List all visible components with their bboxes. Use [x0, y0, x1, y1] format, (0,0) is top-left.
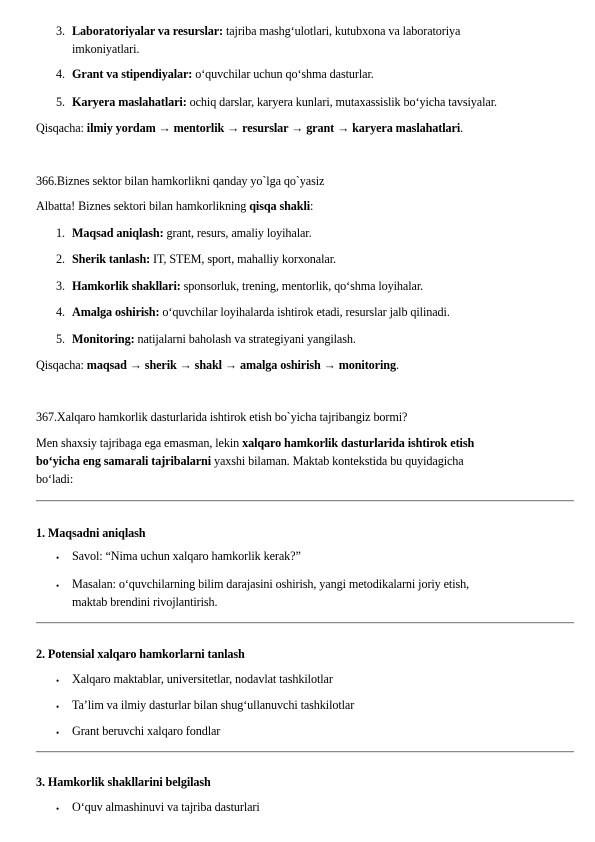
item-label: Monitoring:: [72, 332, 135, 346]
summary-line: Qisqacha: ilmiy yordam → mentorlik → resurslar → grant → karyera maslahatlari.: [36, 121, 464, 135]
bullet-item-continuation: maktab brendini rivojlantirish.: [72, 595, 218, 609]
bullet-icon: •: [56, 676, 60, 686]
item-label: Grant va stipendiyalar:: [72, 67, 193, 81]
item-label: Laboratoriyalar va resurslar:: [72, 24, 224, 38]
document-page: 3. Laboratoriyalar va resurslar: tajriba mashg‘ulotlari, kutubxona va laboratoriya imkoniyatlari. 4. Grant va stipendiyalar: o‘quvchilar uchun qo‘shma dasturlar. 5. Karyera maslahatlari: ochiq darslar, karyera kunlari, mutaxassislik bo‘yicha tavsiyalar. Qisqacha: ilmiy yordam → mentorlik → resurslar → grant → karyera maslahatlari. 366.Biznes sektor bilan hamkorlikni qanday yo`lga qo`yasiz Albatta! Biznes sektori bilan hamkorlikning qisqa shakli: 1. Maqsad aniqlash: grant, resurs, amaliy loyihalar. 2. Sherik tanlash: IT, STEM, sport, mahalliy korxonalar. 3. Hamkorlik shakllari: sponsorluk, trening, mentorlik, qo‘shma loyihalar. 4. Amalga oshirish: o‘quvchilar loyihalarda ishtirok etadi, resurslar jalb qilinadi. 5. Monitoring: natijalarni baholash va strategiyani yangilash. Qisqacha: maqsad → sherik → shakl → amalga oshirish → monitoring. 367.Xalqaro hamkorlik dasturlarida ishtirok etish bo`yicha tajribangiz bormi? Men shaxsiy tajribaga ega emasman, lekin xalqaro hamkorlik dasturlarida ishtirok etish bo‘yicha eng samarali tajribalarni yaxshi bilaman. Maktab kontekstida bu quyidagicha bo‘ladi: 1. Maqsadni aniqlash • Savol: “Nima uchun xalqaro hamkorlik kerak?” • Masalan: o‘quvchilarning bilim darajasini oshirish, yangi metodikalarni joriy etish, maktab brendini rivojlantirish. 2. Potensial xalqaro hamkorlarni tanlash • Xalqaro maktablar, universitetlar, nodavlat tashkilotlar • Ta’lim va ilmiy dasturlar bilan shug‘ullanuvchi tashkilotlar • Grant beruvchi xalqaro fondlar 3. Hamkorlik shakllarini belgilash • O‘quv almashinuvi va tajriba dasturlari: [0, 0, 595, 842]
item-text: natijalarni baholash va strategiyani yangilash.: [134, 332, 356, 346]
item-continuation: imkoniyatlari.: [72, 42, 140, 56]
item-text: grant, resurs, amaliy loyihalar.: [163, 226, 312, 240]
divider: [36, 622, 574, 624]
item-text: ochiq darslar, karyera kunlari, mutaxassislik bo‘yicha tavsiyalar.: [186, 95, 497, 109]
question-366: 366.Biznes sektor bilan hamkorlikni qanday yo`lga qo`yasiz: [36, 174, 325, 188]
item-text: o‘quvchilar loyihalarda ishtirok etadi, resurslar jalb qilinadi.: [159, 305, 450, 319]
bullet-icon: •: [56, 702, 60, 712]
item-label: Amalga oshirish:: [72, 305, 160, 319]
summary-chain: ilmiy yordam → mentorlik → resurslar → grant → karyera maslahatlari: [86, 121, 461, 135]
item-label: Maqsad aniqlash:: [72, 226, 164, 240]
bullet-item: Savol: “Nima uchun xalqaro hamkorlik kerak?”: [72, 549, 301, 563]
bullet-icon: •: [56, 728, 60, 738]
item-label: Karyera maslahatlari:: [72, 95, 187, 109]
paragraph-line: Men shaxsiy tajribaga ega emasman, lekin xalqaro hamkorlik dasturlarida ishtirok etish: [36, 436, 475, 450]
bullet-item: Ta’lim va ilmiy dasturlar bilan shug‘ullanuvchi tashkilotlar: [72, 698, 355, 712]
summary-chain: maqsad → sherik → shakl → amalga oshirish → monitoring: [86, 358, 396, 372]
section-heading: 3. Hamkorlik shakllarini belgilash: [36, 775, 211, 789]
bullet-item: Grant beruvchi xalqaro fondlar: [72, 724, 221, 738]
divider: [36, 751, 574, 753]
section-heading: 2. Potensial xalqaro hamkorlarni tanlash: [36, 647, 245, 661]
item-text: IT, STEM, sport, mahalliy korxonalar.: [150, 252, 336, 266]
item-label: Sherik tanlash:: [72, 252, 151, 266]
bullet-icon: •: [56, 804, 60, 814]
paragraph-line: bo‘yicha eng samarali tajribalarni yaxshi bilaman. Maktab kontekstida bu quyidagicha: [36, 454, 464, 468]
bullet-icon: •: [56, 581, 60, 591]
summary-line: Qisqacha: maqsad → sherik → shakl → amalga oshirish → monitoring.: [36, 358, 399, 372]
item-text: tajriba mashg‘ulotlari, kutubxona va laboratoriya: [223, 24, 461, 38]
bullet-icon: •: [56, 553, 60, 563]
question-367: 367.Xalqaro hamkorlik dasturlarida ishtirok etish bo`yicha tajribangiz bormi?: [36, 410, 408, 424]
bullet-item: Masalan: o‘quvchilarning bilim darajasini oshirish, yangi metodikalarni joriy etish,: [72, 577, 470, 591]
section-heading: 1. Maqsadni aniqlash: [36, 526, 146, 540]
bullet-item: O‘quv almashinuvi va tajriba dasturlari: [72, 800, 260, 814]
intro-paragraph: Albatta! Biznes sektori bilan hamkorlikning qisqa shakli:: [36, 199, 314, 213]
paragraph-line: bo‘ladi:: [36, 472, 74, 486]
divider: [36, 500, 574, 502]
item-text: o‘quvchilar uchun qo‘shma dasturlar.: [192, 67, 374, 81]
bullet-item: Xalqaro maktablar, universitetlar, nodavlat tashkilotlar: [72, 672, 333, 686]
item-text: sponsorluk, trening, mentorlik, qo‘shma loyihalar.: [180, 279, 424, 293]
item-label: Hamkorlik shakllari:: [72, 279, 181, 293]
